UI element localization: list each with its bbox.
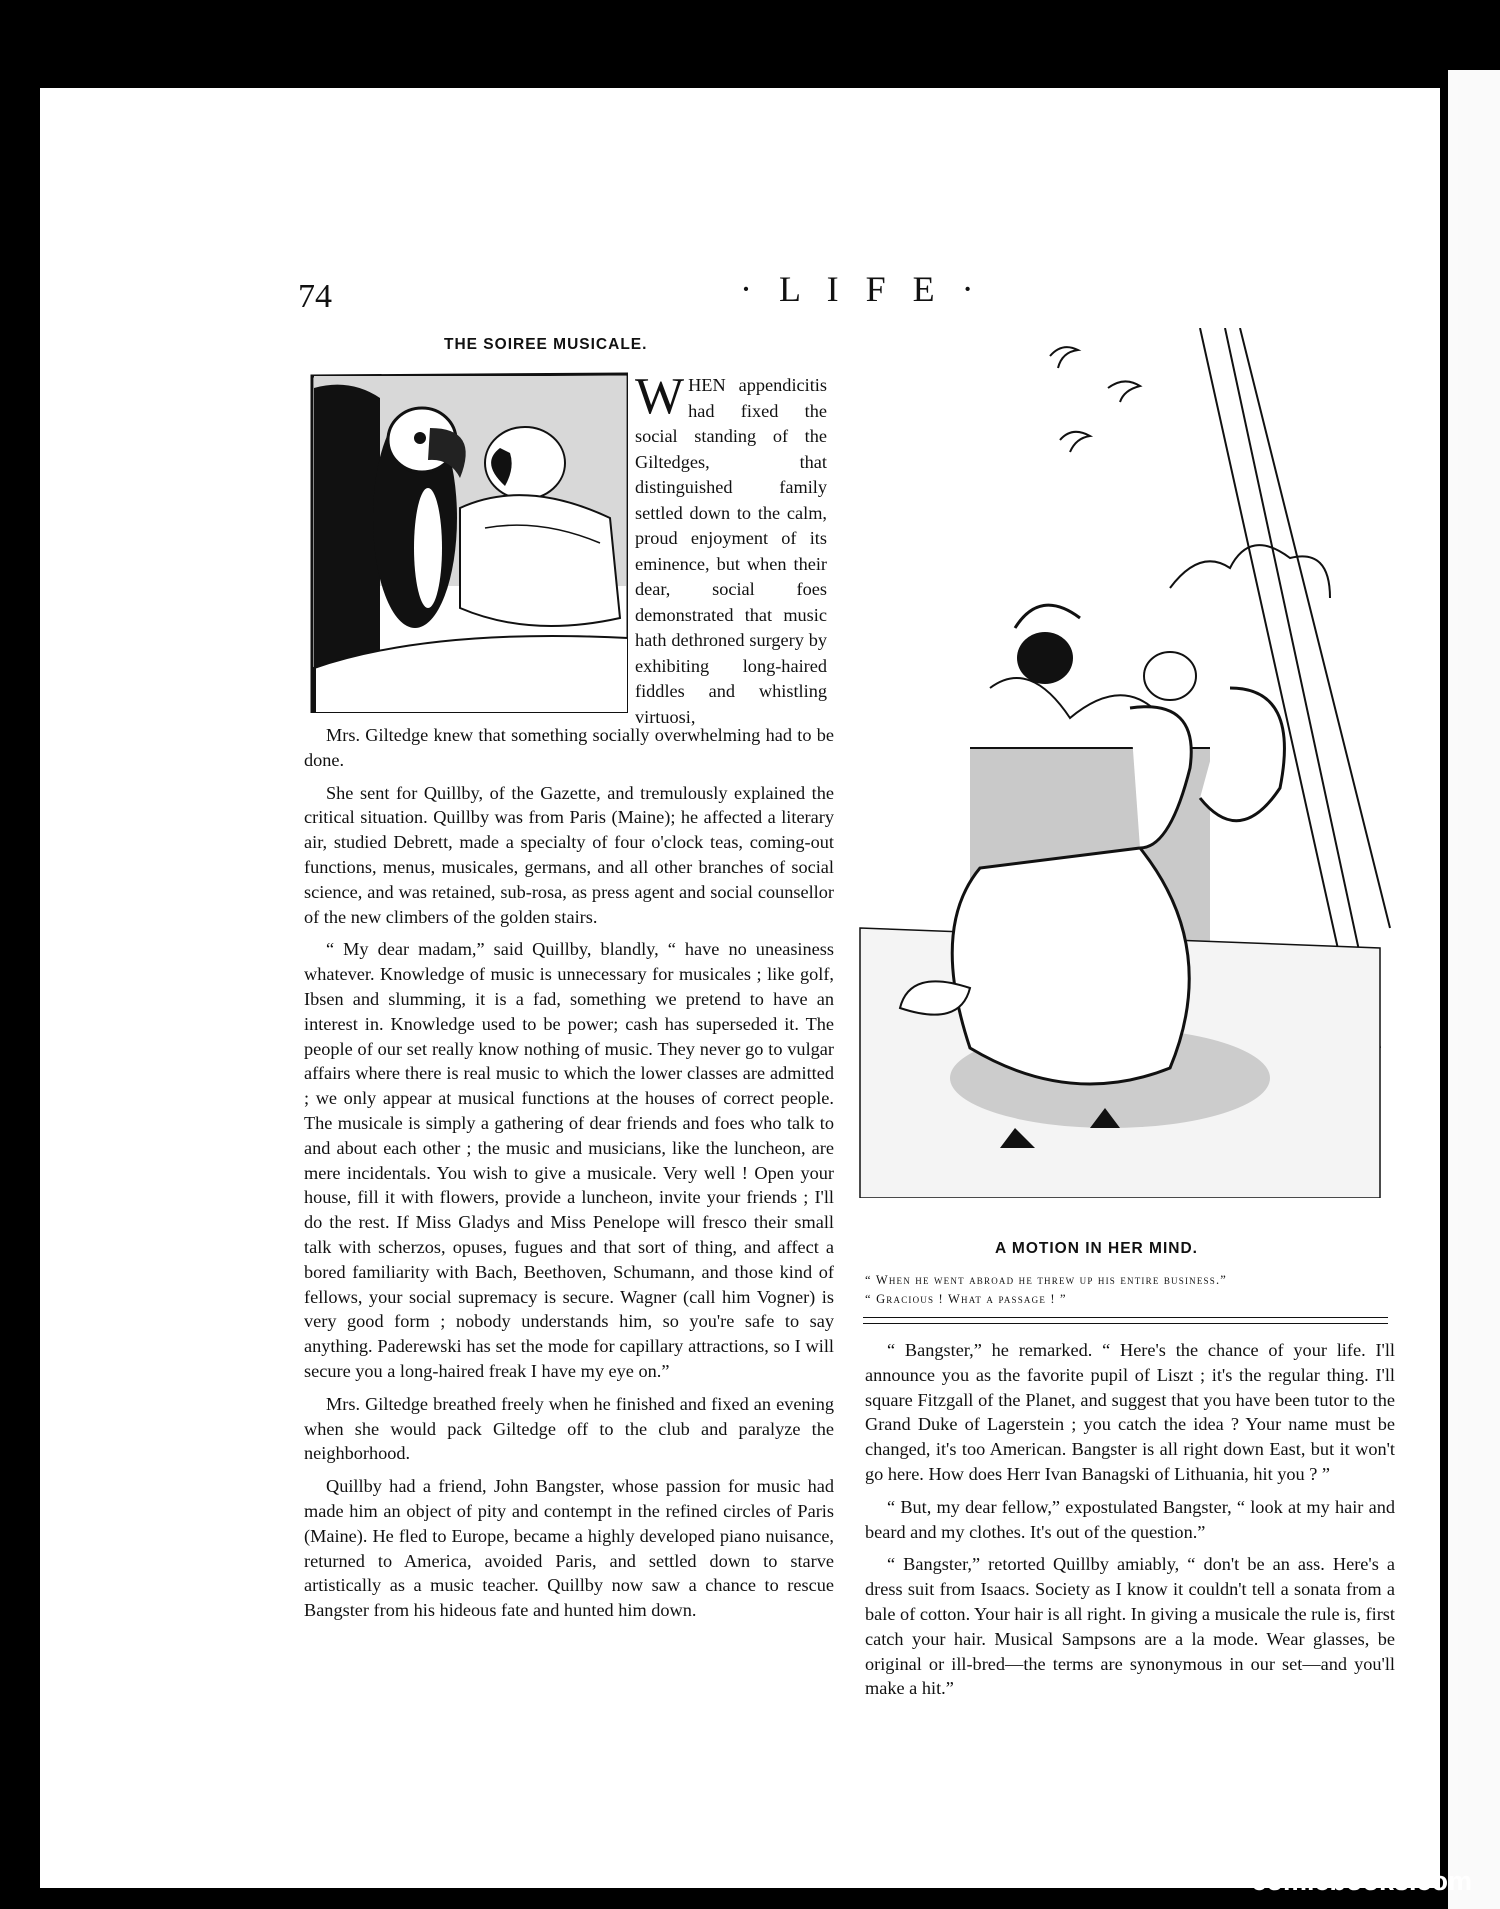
left-column xyxy=(304,723,834,1623)
site-watermark: comicbooks.com xyxy=(1251,1866,1472,1896)
paragraph: Mrs. Giltedge breathed freely when he finished and fixed an evening when she would pack Giltedge off to the club and paralyze the neighborhood. xyxy=(304,1393,834,1464)
adjacent-page-edge xyxy=(1448,70,1500,1909)
right-column xyxy=(865,1338,1395,1701)
intro-paragraph: HEN appendicitis had fixed the social standing of the Giltedges, that distinguished family settled down to the calm, proud enjoyment of its eminence, but when their dear, social foes demonstrated that music hath dethroned surgery by exhibiting long-haired fiddles and whistling virtuosi, xyxy=(635,375,827,727)
cartoon-caption xyxy=(865,1271,1227,1309)
caption-line: “ When he went abroad he threw up his entire business.” xyxy=(865,1273,1228,1287)
page-number: 74 xyxy=(298,278,332,315)
cartoon-illustration xyxy=(840,328,1400,1198)
paragraph: Mrs. Giltedge knew that something socially overwhelming had to be done. xyxy=(304,725,834,770)
paragraph: “ Bangster,” retorted Quillby amiably, “ don't be an ass. Here's a dress suit from Isaacs. Society as I know it couldn't tell a sonata from a bale of cotton. Your hair is all right. In giving a musicale the rule is, first catch your hair. Musical Sampsons are a la mode. Wear glasses, be original or ill-bred—the terms are synonymous in our set—and you'll make a hit.” xyxy=(865,1554,1395,1699)
caption-line: “ Gracious ! What a passage ! ” xyxy=(865,1292,1067,1306)
paragraph: “ Bangster,” he remarked. “ Here's the chance of your life. I'll announce you as the favorite pupil of Liszt ; it's the regular thing. I'll square Fitzgall of the Planet, and suggest that you have been tutor to the Grand Duke of Lagerstein ; you catch the idea ? Your name must be changed, it's too American. Bangster is all right down East, but it won't go here. How does Herr Ivan Banagski of Lithuania, hit you ? ” xyxy=(865,1340,1395,1484)
paragraph: “ But, my dear fellow,” expostulated Bangster, “ look at my hair and beard and my clothes. It's out of the question.” xyxy=(865,1496,1395,1542)
paragraph: She sent for Quillby, of the Gazette, and tremulously explained the critical situation. Quillby was from Paris (Maine); he affected a literary air, studied Debrett, made a specialty of four o'clock teas, coming-out functions, menus, musicales, germans, and all other branches of social science, and was retained, sub-rosa, as press agent and social counsellor of the new climbers of the golden stairs. xyxy=(304,782,834,927)
parrot-illustration xyxy=(310,368,628,713)
article-title: THE SOIREE MUSICALE. xyxy=(444,336,648,353)
paragraph: “ My dear madam,” said Quillby, blandly, “ have no uneasiness whatever. Knowledge of music is unnecessary for musicales ; like golf, Ibsen and slumming, it is a fad, something we pretend to have an interest in. Knowledge used to be power; cash has superseded it. The people of our set really know nothing of music. They never go to vulgar affairs where there is real music to which the lower classes are admitted ; we only appear at musical functions at the houses of correct people. The musicale is simply a gathering of dear friends and foes who talk to and about each other ; the music and musicians, like the luncheon, are mere incidentals. You wish to give a musicale. Very well ! Open your house, fill it with flowers, provide a luncheon, invite your friends ; I'll do the rest. If Miss Gladys and Miss Penelope will fresco their small talk with scherzos, opuses, fugues and that sort of thing, and affect a bored familiarity with Bach, Beethoven, Schumann, and those kind of fellows, your social supremacy is secure. Wagner (call him Vogner) is very good form ; nobody understands him, so you're safe to say anything. Paderewski has set the mode for capillary attractions, so I will secure you a long-haired freak I have my eye on.” xyxy=(304,939,834,1381)
intro-text xyxy=(635,368,827,730)
masthead: · L I F E · xyxy=(740,269,983,309)
divider-rule xyxy=(863,1317,1388,1318)
divider-rule xyxy=(863,1323,1388,1324)
paragraph: Quillby had a friend, John Bangster, whose passion for music had made him an object of pity and contempt in the refined circles of Paris (Maine). He fled to Europe, became a highly developed piano nuisance, returned to America, avoided Paris, and settled down to starve artistically as a music teacher. Quillby now saw a chance to rescue Bangster from his hideous fate and hunted him down. xyxy=(304,1476,834,1621)
magazine-page xyxy=(40,88,1440,1888)
drop-cap: W xyxy=(635,368,685,425)
cartoon-caption-title: A MOTION IN HER MIND. xyxy=(995,1240,1198,1257)
